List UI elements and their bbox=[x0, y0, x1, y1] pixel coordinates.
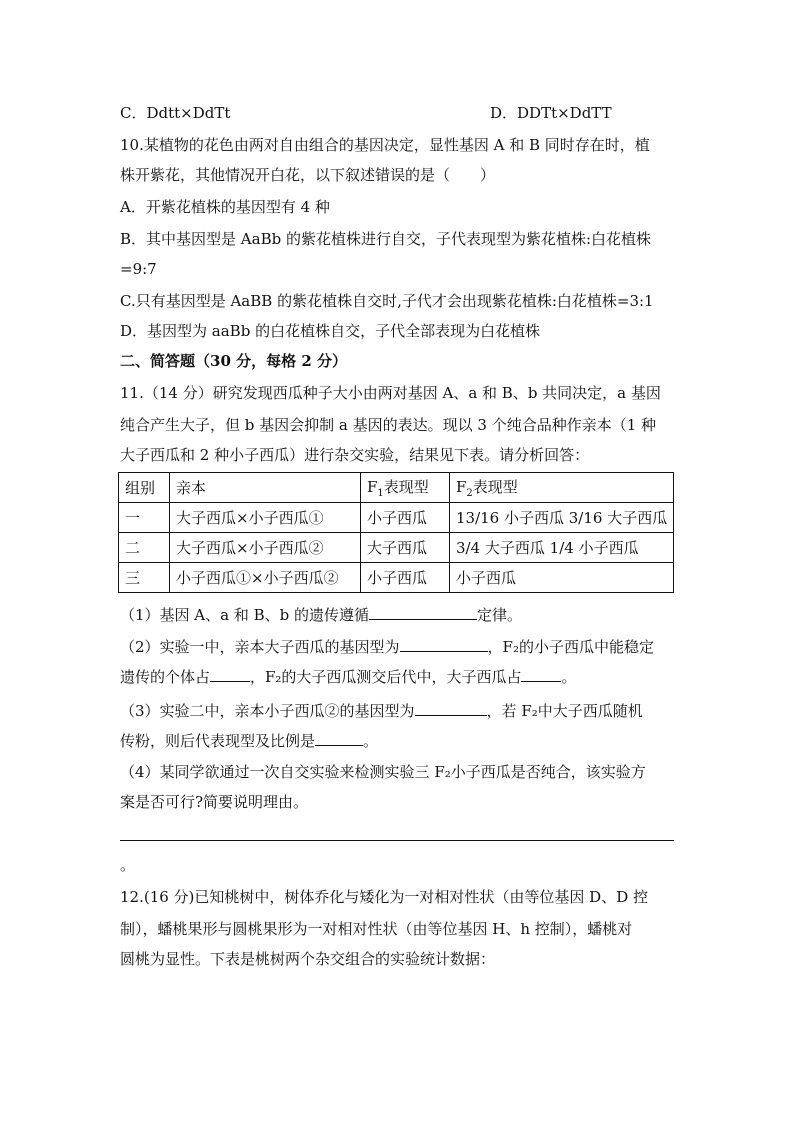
q10-option-b-line1: B．其中基因型是 AaBb 的紫花植株进行自交，子代表现型为紫花植株:白花植株 bbox=[120, 230, 652, 248]
q11-stem-line3: 大子西瓜和 2 种小子西瓜）进行杂交实验，结果见下表。请分析回答： bbox=[120, 446, 590, 464]
header-parents: 亲本 bbox=[170, 473, 361, 503]
cell-parents: 大子西瓜×小子西瓜① bbox=[170, 503, 361, 533]
q12-stem-line3: 圆桃为显性。下表是桃树两个杂交组合的实验统计数据： bbox=[120, 950, 496, 968]
q9-option-d: D．DDTt×DdTT bbox=[490, 104, 612, 122]
answer-line[interactable] bbox=[120, 840, 674, 841]
q10-option-b-line2: =9:7 bbox=[120, 260, 157, 278]
q11-part4-line2: 案是否可行?简要说明理由。 bbox=[120, 793, 309, 811]
q11-part2-line2: 遗传的个体占 ，F₂的大子西瓜测交后代中，大子西瓜占 。 bbox=[120, 668, 577, 686]
answer-blank[interactable] bbox=[369, 605, 477, 620]
table-row bbox=[119, 533, 674, 563]
q10-stem-line1: 10.某植物的花色由两对自由组合的基因决定，显性基因 A 和 B 同时存在时，植 bbox=[120, 136, 650, 154]
answer-period: 。 bbox=[120, 856, 136, 874]
q9-options bbox=[120, 104, 612, 122]
q11-part4-line1: （4）某同学欲通过一次自交实验来检测实验三 F₂小子西瓜是否纯合，该实验方 bbox=[120, 763, 646, 781]
cell-group: 二 bbox=[119, 533, 170, 563]
q11-stem-line2: 纯合产生大子，但 b 基因会抑制 a 基因的表达。现以 3 个纯合品种作亲本（1 种 bbox=[120, 416, 657, 434]
cell-f2: 小子西瓜 bbox=[450, 563, 674, 593]
answer-blank[interactable] bbox=[315, 731, 363, 746]
cell-f2: 3/4 大子西瓜 1/4 小子西瓜 bbox=[450, 533, 674, 563]
cell-f1: 大子西瓜 bbox=[361, 533, 450, 563]
answer-blank[interactable] bbox=[210, 667, 250, 682]
q10-stem-line2: 株开紫花，其他情况开白花，以下叙述错误的是（ ） bbox=[120, 166, 496, 184]
q12-stem-line1: 12.(16 分)已知桃树中，树体乔化与矮化为一对相对性状（由等位基因 D、D 控 bbox=[120, 888, 649, 906]
cell-f1: 小子西瓜 bbox=[361, 503, 450, 533]
header-group: 组别 bbox=[119, 473, 170, 503]
q12-stem-line2: 制），蟠桃果形与圆桃果形为一对相对性状（由等位基因 H、h 控制），蟠桃对 bbox=[120, 920, 633, 938]
q11-part3-line2: 传粉，则后代表现型及比例是 。 bbox=[120, 732, 379, 750]
q10-option-d: D．基因型为 aaBb 的白花植株自交，子代全部表现为白花植株 bbox=[120, 322, 541, 340]
header-f1: $F_1$表现型 bbox=[361, 473, 450, 503]
table-header-row bbox=[119, 473, 674, 503]
q11-part3-line1: （3）实验二中，亲本小子西瓜②的基因型为 ，若 F₂中大子西瓜随机 bbox=[120, 702, 643, 720]
q10-option-a: A．开紫花植株的基因型有 4 种 bbox=[120, 198, 330, 216]
cell-group: 一 bbox=[119, 503, 170, 533]
q10-option-c: C.只有基因型是 AaBB 的紫花植株自交时,子代才会出现紫花植株:白花植株=3:1 bbox=[120, 292, 654, 310]
answer-blank[interactable] bbox=[400, 637, 488, 652]
q11-part2-line1: （2）实验一中，亲本大子西瓜的基因型为 ，F₂的小子西瓜中能稳定 bbox=[120, 638, 654, 656]
answer-blank[interactable] bbox=[415, 701, 487, 716]
cell-parents: 大子西瓜×小子西瓜② bbox=[170, 533, 361, 563]
q11-results-table bbox=[118, 472, 674, 593]
cell-parents: 小子西瓜①×小子西瓜② bbox=[170, 563, 361, 593]
answer-blank[interactable] bbox=[521, 667, 561, 682]
q11-stem-line1: 11.（14 分）研究发现西瓜种子大小由两对基因 A、a 和 B、b 共同决定，a 基因 bbox=[120, 384, 661, 402]
table-row bbox=[119, 503, 674, 533]
table-row bbox=[119, 563, 674, 593]
cell-f1: 小子西瓜 bbox=[361, 563, 450, 593]
section-heading: 二、简答题（30 分，每格 2 分） bbox=[120, 352, 347, 370]
q9-option-c: C．Ddtt×DdTt bbox=[120, 104, 231, 122]
q11-part1: （1）基因 A、a 和 B、b 的遗传遵循 定律。 bbox=[120, 606, 523, 624]
cell-group: 三 bbox=[119, 563, 170, 593]
header-f2: $F_2$表现型 bbox=[450, 473, 674, 503]
cell-f2: 13/16 小子西瓜 3/16 大子西瓜 bbox=[450, 503, 674, 533]
